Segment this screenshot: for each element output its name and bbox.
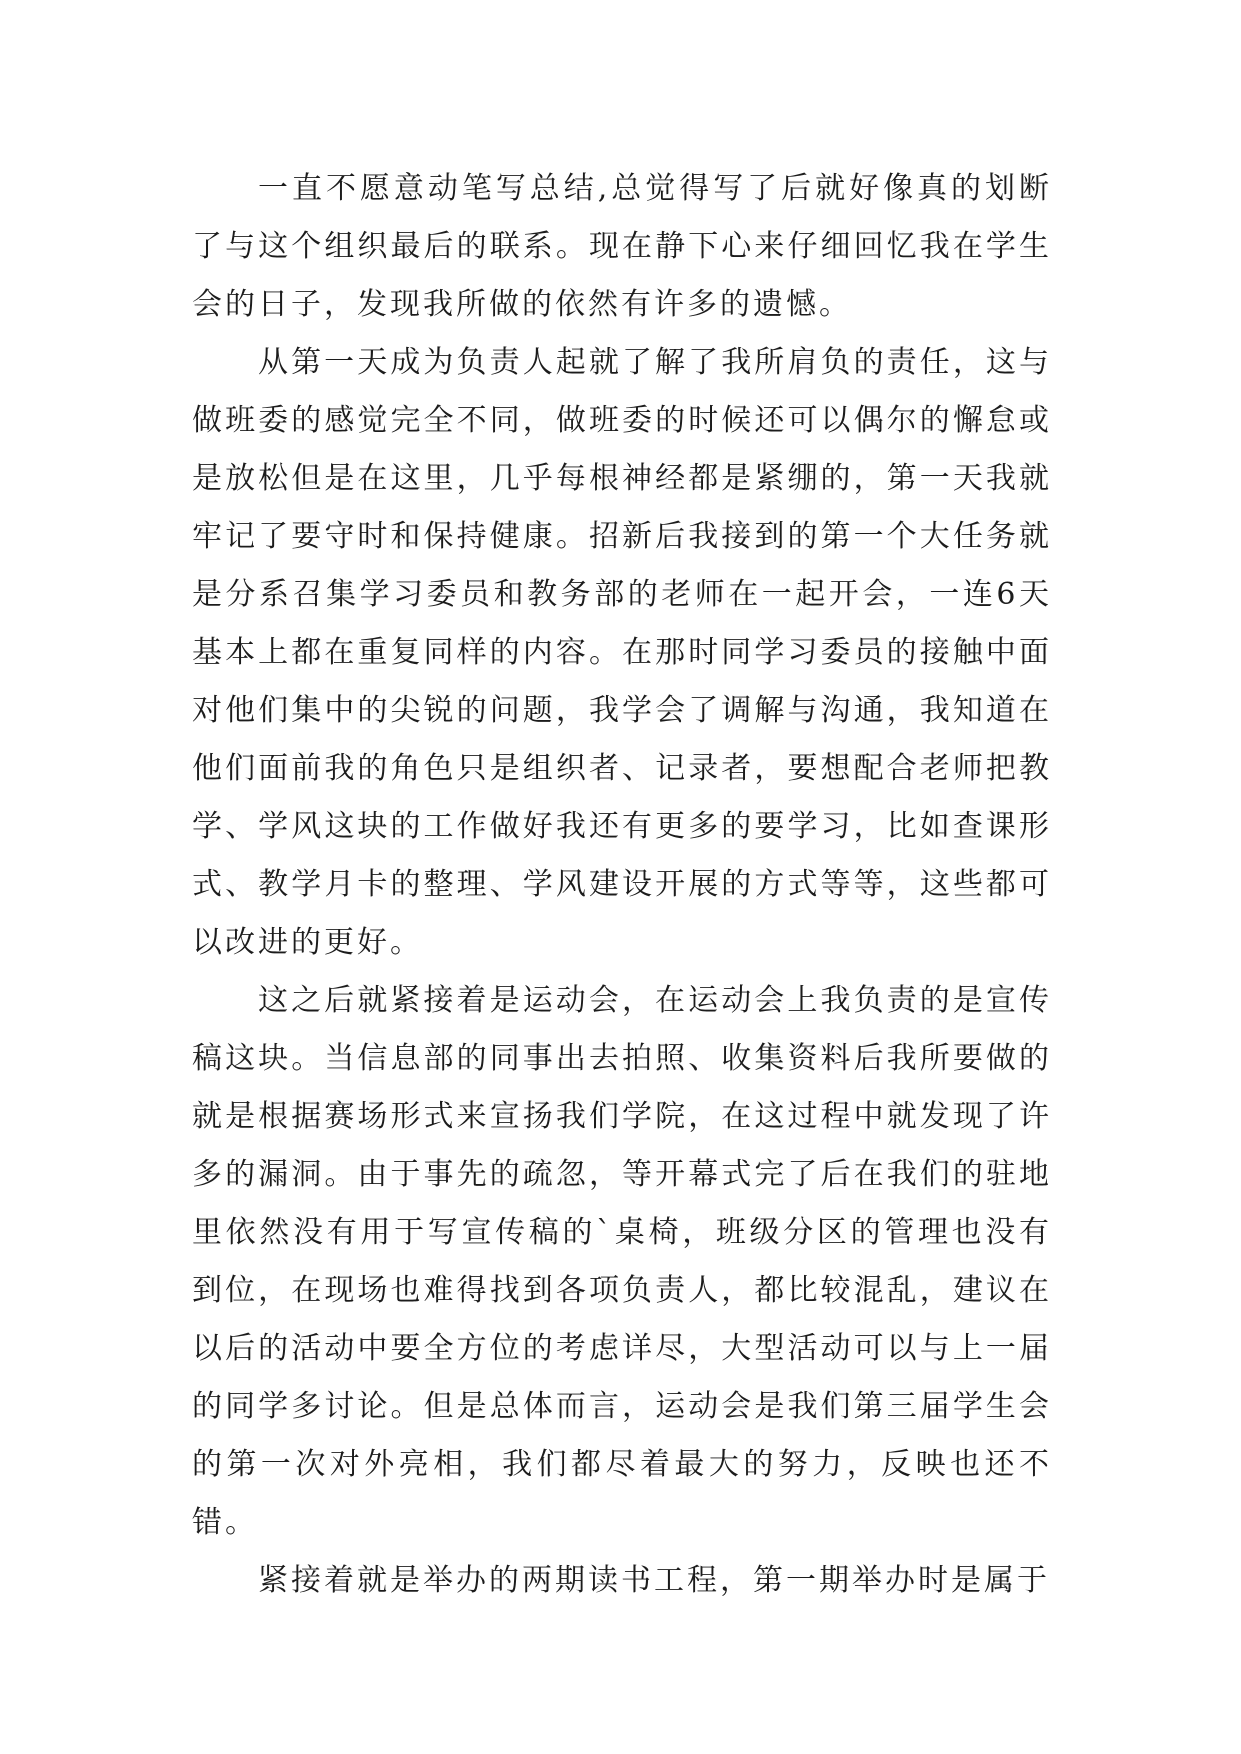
paragraph-2: 从第一天成为负责人起就了解了我所肩负的责任，这与做班委的感觉完全不同，做班委的时候还可以偶尔的懈怠或是放松但是在这里，几乎每根神经都是紧绷的，第一天我就牢记了要守时和保持健康。招新后我接到的第一个大任务就是分系召集学习委员和教务部的老师在一起开会，一连6天基本上都在重复同样的内容。在那时同学习委员的接触中面对他们集中的尖锐的问题，我学会了调解与沟通，我知道在他们面前我的角色只是组织者、记录者，要想配合老师把教学、学风这块的工作做好我还有更多的要学习，比如查课形式、教学月卡的整理、学风建设开展的方式等等，这些都可以改进的更好。 <box>192 345 1052 960</box>
paragraph-1: 一直不愿意动笔写总结,总觉得写了后就好像真的划断了与这个组织最后的联系。现在静下心来仔细回忆我在学生会的日子，发现我所做的依然有许多的遗憾。 <box>192 171 1052 322</box>
document-body <box>192 160 1052 1610</box>
paragraph-3: 这之后就紧接着是运动会，在运动会上我负责的是宣传稿这块。当信息部的同事出去拍照、收集资料后我所要做的就是根据赛场形式来宣扬我们学院，在这过程中就发现了许多的漏洞。由于事先的疏忽，等开幕式完了后在我们的驻地里依然没有用于写宣传稿的`桌椅，班级分区的管理也没有到位，在现场也难得找到各项负责人，都比较混乱，建议在以后的活动中要全方位的考虑详尽，大型活动可以与上一届的同学多讨论。但是总体而言，运动会是我们第三届学生会的第一次对外亮相，我们都尽着最大的努力，反映也还不错。 <box>192 983 1052 1540</box>
paragraph-4: 紧接着就是举办的两期读书工程，第一期举办时是属于 <box>258 1563 1050 1598</box>
